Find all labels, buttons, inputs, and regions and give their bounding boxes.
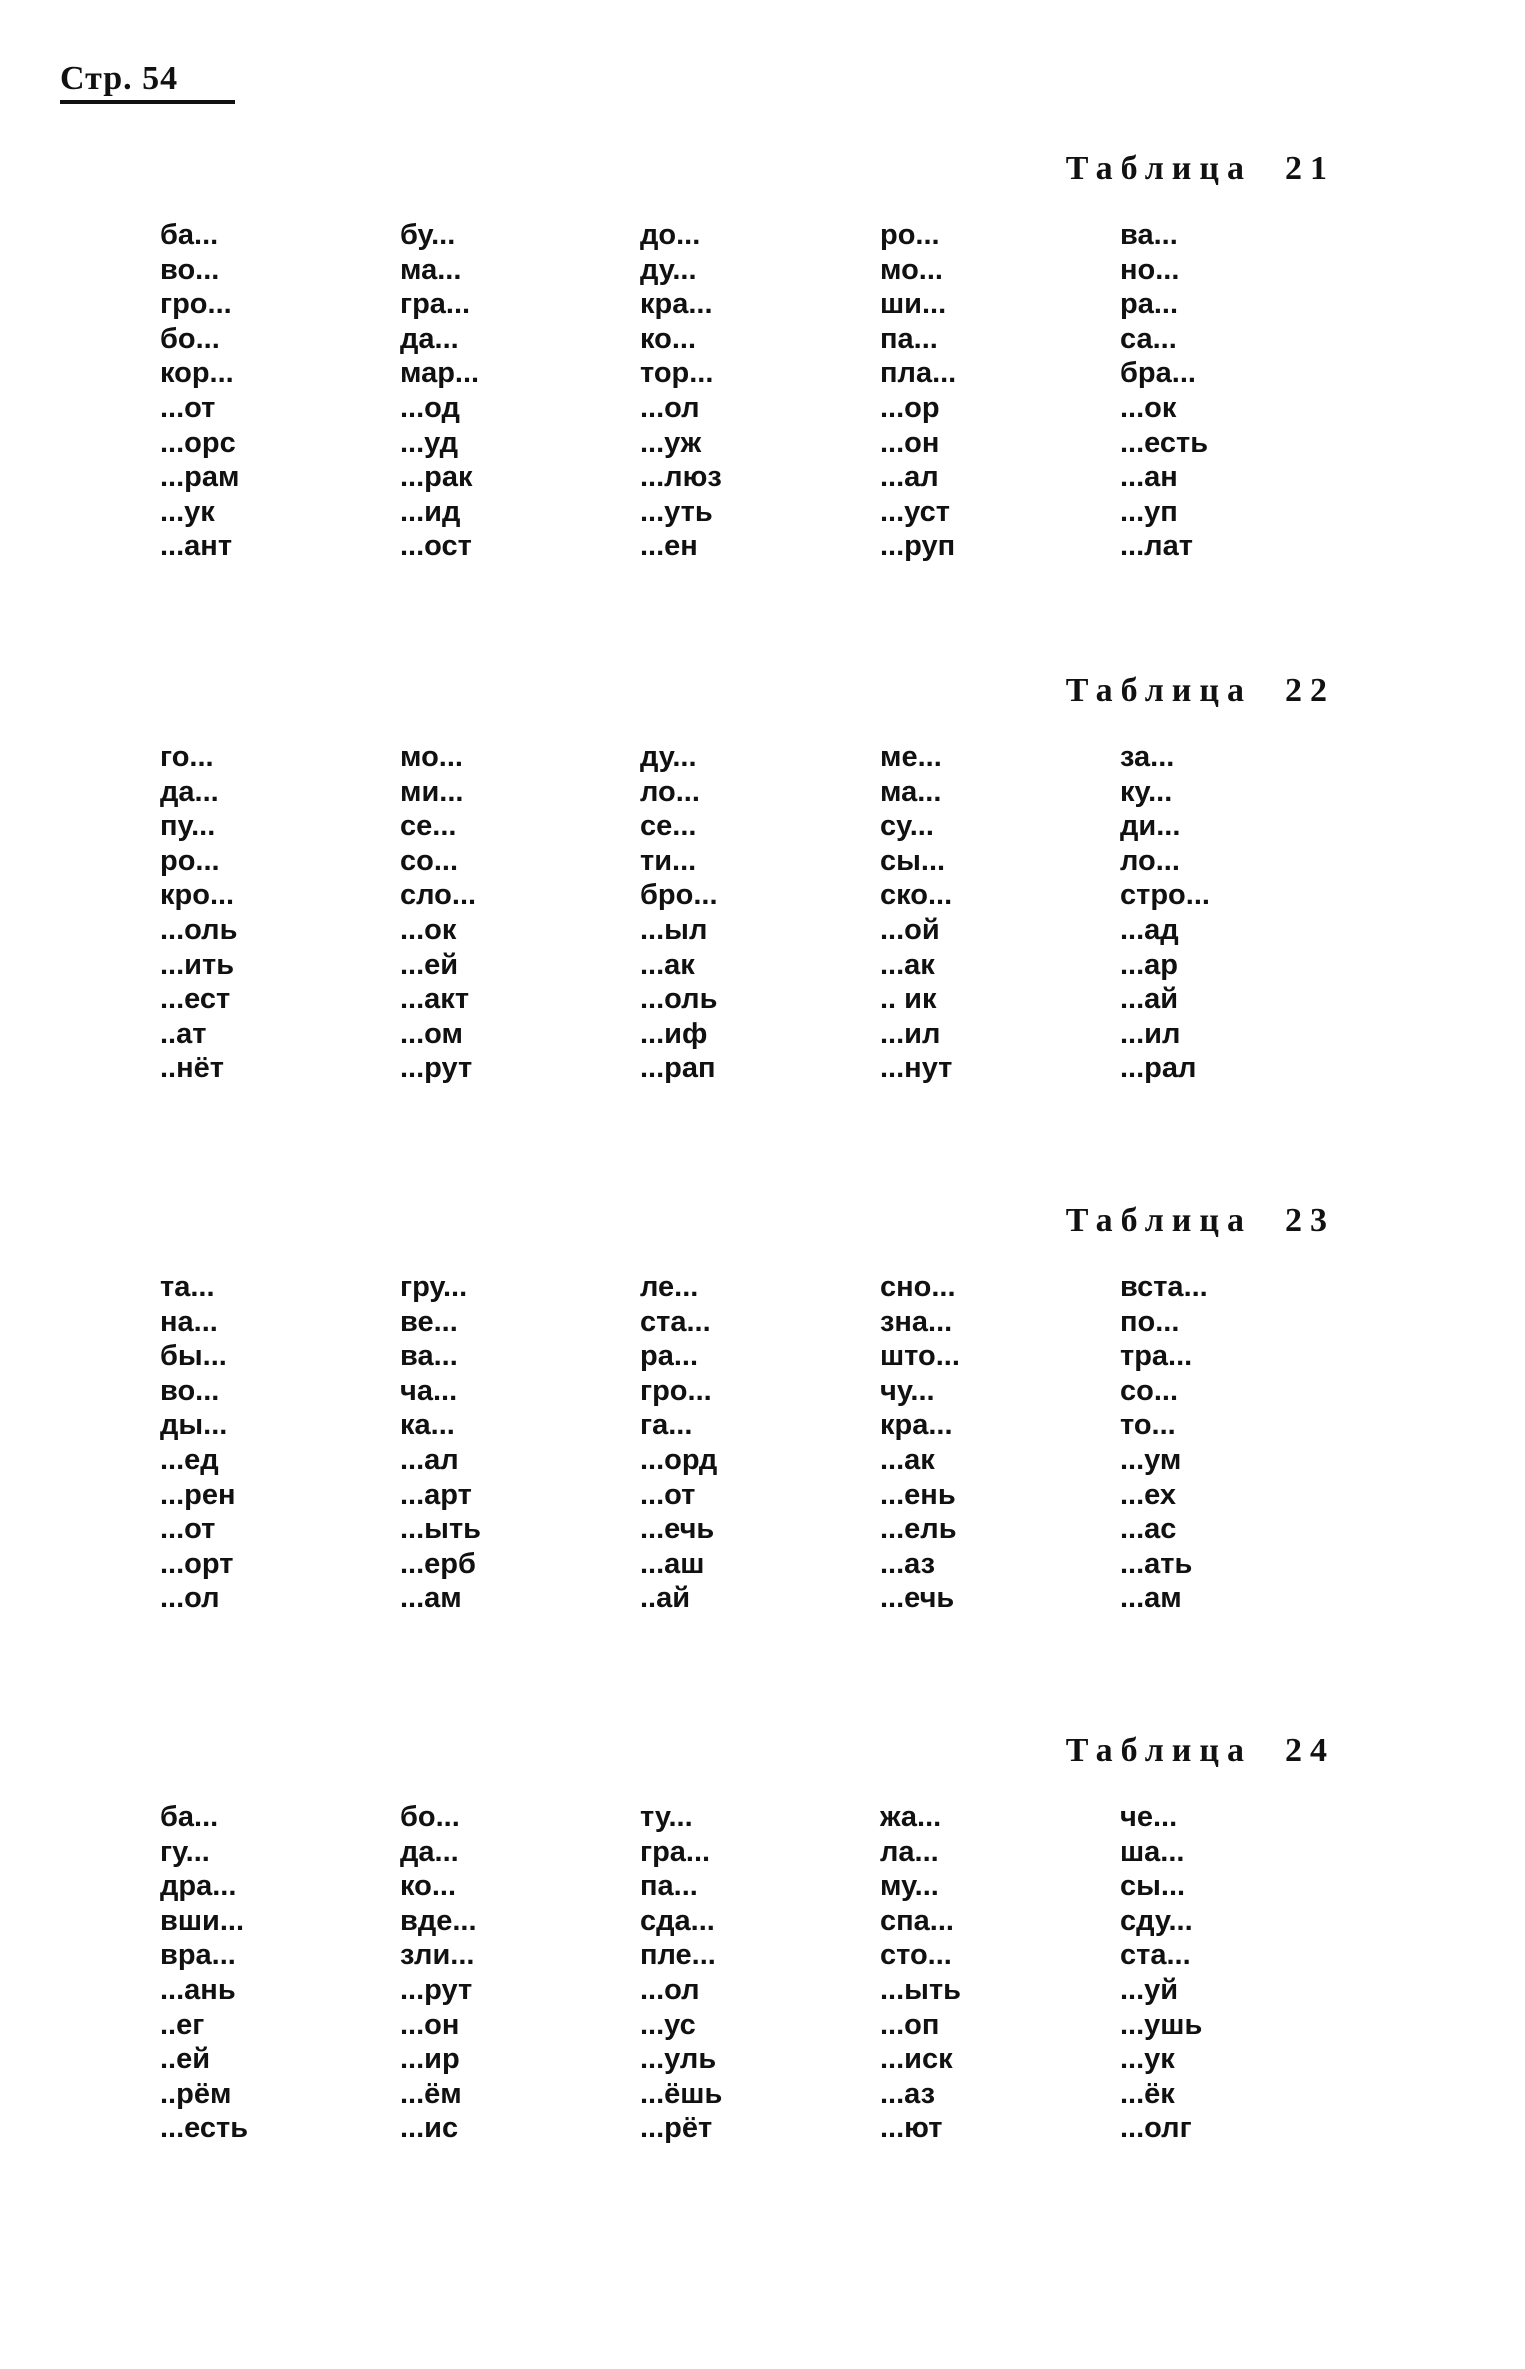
syllable: ...оль <box>640 983 718 1016</box>
syllable: со... <box>400 844 459 877</box>
syllable: ...от <box>160 1513 216 1546</box>
syllable: ра... <box>640 1340 699 1373</box>
syllable: ...ют <box>880 2112 943 2145</box>
syllable: бо... <box>160 322 220 355</box>
table-title-number: 21 <box>1285 150 1335 187</box>
syllable-column <box>400 740 640 1086</box>
syllable: ...ор <box>880 391 940 424</box>
syllable: зна... <box>880 1305 953 1338</box>
syllable: се... <box>640 810 697 843</box>
syllable: ...ок <box>400 913 457 946</box>
syllable-column <box>880 1270 1120 1616</box>
syllable: ..ей <box>160 2043 211 2076</box>
syllable: гру... <box>400 1271 468 1303</box>
syllable: ...уль <box>640 2043 717 2076</box>
syllable: ста... <box>1120 1939 1191 1972</box>
syllable: ста... <box>640 1305 711 1338</box>
syllable: вра... <box>160 1939 236 1972</box>
syllable: ...оль <box>160 913 238 946</box>
syllable: су... <box>880 810 934 843</box>
syllable: ку... <box>1120 775 1173 808</box>
syllable: ду... <box>640 741 697 773</box>
table-title <box>1066 672 1335 710</box>
table-22 <box>0 672 1525 1192</box>
syllable: сы... <box>880 844 946 877</box>
syllable: ...рал <box>1120 1052 1197 1085</box>
syllable: ...рут <box>400 1052 473 1085</box>
syllable: дра... <box>160 1870 237 1903</box>
syllable: ...уд <box>400 426 458 459</box>
syllable: ро... <box>160 844 220 877</box>
syllable: во... <box>160 253 220 286</box>
syllable: ...орд <box>640 1443 718 1476</box>
syllable: ...ыл <box>640 913 708 946</box>
syllable: тор... <box>640 357 714 390</box>
syllable: ко... <box>400 1870 457 1903</box>
syllable: ва... <box>1120 219 1178 251</box>
syllable: ...од <box>400 391 460 424</box>
syllable-grid <box>160 1800 1360 2146</box>
syllable: спа... <box>880 1904 954 1937</box>
syllable: ...ан <box>1120 461 1178 494</box>
syllable: ...аш <box>640 1547 705 1580</box>
syllable: вде... <box>400 1904 477 1937</box>
syllable: ...ечь <box>880 1582 955 1615</box>
syllable: ...уп <box>1120 495 1178 528</box>
syllable-column <box>1120 1800 1360 2146</box>
syllable-column <box>640 1270 880 1616</box>
syllable: бы... <box>160 1340 227 1373</box>
syllable: ...орт <box>160 1547 234 1580</box>
syllable: ма... <box>880 775 942 808</box>
syllable: ..ат <box>160 1017 207 1050</box>
syllable: кра... <box>880 1409 953 1442</box>
syllable: ...аз <box>880 1547 936 1580</box>
syllable: ...ём <box>400 2077 462 2110</box>
syllable: кор... <box>160 357 234 390</box>
table-title-number: 23 <box>1285 1202 1335 1239</box>
syllable: ...есть <box>1120 426 1209 459</box>
syllable: ...лат <box>1120 530 1193 563</box>
syllable: па... <box>640 1870 698 1903</box>
syllable-column <box>160 1800 400 2146</box>
syllable: ...ех <box>1120 1478 1177 1511</box>
syllable: сно... <box>880 1271 956 1303</box>
syllable: ..ег <box>160 2008 205 2041</box>
syllable: ...он <box>880 426 940 459</box>
syllable: ба... <box>160 1801 219 1833</box>
syllable: ...ак <box>880 948 935 981</box>
syllable: стро... <box>1120 879 1210 912</box>
table-title-word: Таблица <box>1065 672 1252 709</box>
table-title <box>1066 1732 1335 1770</box>
syllable: бу... <box>400 219 456 251</box>
syllable-column <box>160 740 400 1086</box>
syllable: мо... <box>880 253 943 286</box>
syllable: ...ал <box>400 1443 459 1476</box>
syllable: сы... <box>1120 1870 1186 1903</box>
syllable: ...рут <box>400 1973 473 2006</box>
table-23 <box>0 1202 1525 1722</box>
syllable: ...орс <box>160 426 236 459</box>
syllable: ...ол <box>160 1582 220 1615</box>
syllable: ...ай <box>1120 983 1179 1016</box>
syllable: ...ед <box>160 1443 219 1476</box>
syllable: ва... <box>400 1340 458 1373</box>
syllable: ...ёк <box>1120 2077 1175 2110</box>
syllable: ве... <box>400 1305 458 1338</box>
syllable: ло... <box>640 775 700 808</box>
syllable: ло... <box>1120 844 1180 877</box>
syllable-column <box>160 218 400 564</box>
syllable: ши... <box>880 288 947 321</box>
syllable: ...ам <box>1120 1582 1182 1615</box>
syllable: ...олг <box>1120 2112 1192 2145</box>
syllable: ...есть <box>160 2112 249 2145</box>
syllable: ме... <box>880 741 942 773</box>
syllable: ...акт <box>400 983 470 1016</box>
syllable: бо... <box>400 1801 460 1833</box>
syllable: ..рём <box>160 2077 232 2110</box>
syllable: ро... <box>880 219 940 251</box>
syllable: гра... <box>640 1835 711 1868</box>
syllable: ...ен <box>640 530 698 563</box>
syllable-column <box>400 1800 640 2146</box>
syllable: ле... <box>640 1271 699 1303</box>
syllable: се... <box>400 810 457 843</box>
syllable: да... <box>400 322 459 355</box>
syllable: ...ил <box>1120 1017 1181 1050</box>
syllable: ...ечь <box>640 1513 715 1546</box>
syllable: да... <box>400 1835 459 1868</box>
syllable: ду... <box>640 253 697 286</box>
syllable: ...ёшь <box>640 2077 723 2110</box>
syllable: са... <box>1120 322 1177 355</box>
syllable: но... <box>1120 253 1180 286</box>
syllable: вши... <box>160 1904 244 1937</box>
syllable: ко... <box>640 322 697 355</box>
syllable: гро... <box>640 1374 712 1407</box>
syllable: гро... <box>160 288 232 321</box>
syllable: ...ук <box>1120 2043 1175 2076</box>
syllable: ча... <box>400 1374 458 1407</box>
table-title-word: Таблица <box>1065 1732 1252 1769</box>
syllable-column <box>400 218 640 564</box>
syllable: ...уть <box>640 495 713 528</box>
syllable: ...ум <box>1120 1443 1182 1476</box>
syllable: бро... <box>640 879 718 912</box>
syllable: ...ать <box>1120 1547 1193 1580</box>
syllable: му... <box>880 1870 939 1903</box>
syllable: ти... <box>640 844 697 877</box>
syllable: ма... <box>400 253 462 286</box>
syllable: ...ей <box>400 948 459 981</box>
syllable: жа... <box>880 1801 942 1833</box>
syllable: пле... <box>640 1939 716 1972</box>
syllable: ...рёт <box>640 2112 713 2145</box>
syllable: ка... <box>400 1409 455 1442</box>
syllable: сто... <box>880 1939 952 1972</box>
syllable: ...ол <box>640 391 700 424</box>
syllable: вста... <box>1120 1271 1208 1303</box>
syllable: .. ик <box>880 983 937 1016</box>
syllable: ...ол <box>640 1973 700 2006</box>
syllable: то... <box>1120 1409 1176 1442</box>
syllable: ...ень <box>880 1478 956 1511</box>
table-title <box>1066 1202 1335 1240</box>
syllable: ба... <box>160 219 219 251</box>
syllable: ..нёт <box>160 1052 224 1085</box>
syllable-column <box>640 740 880 1086</box>
syllable: чу... <box>880 1374 935 1407</box>
syllable: ...люз <box>640 461 722 494</box>
syllable: ...ель <box>880 1513 957 1546</box>
table-24 <box>0 1732 1525 2252</box>
syllable: ...уж <box>640 426 702 459</box>
syllable: тра... <box>1120 1340 1193 1373</box>
table-title <box>1066 150 1335 188</box>
syllable: ...от <box>160 391 216 424</box>
syllable: ...ок <box>1120 391 1177 424</box>
syllable: ...уст <box>880 495 950 528</box>
page-number: Стр. 54 <box>60 60 235 104</box>
syllable: сду... <box>1120 1904 1193 1937</box>
syllable: да... <box>160 775 219 808</box>
syllable-column <box>640 218 880 564</box>
syllable: ...руп <box>880 530 956 563</box>
syllable: ...рак <box>400 461 473 494</box>
syllable-column <box>1120 218 1360 564</box>
syllable: ...ис <box>400 2112 459 2145</box>
syllable: ...нут <box>880 1052 953 1085</box>
syllable: кра... <box>640 288 713 321</box>
syllable: ра... <box>1120 288 1179 321</box>
syllable: ...ар <box>1120 948 1179 981</box>
syllable: ...рап <box>640 1052 716 1085</box>
syllable: ...ант <box>160 530 233 563</box>
syllable: ...ушь <box>1120 2008 1203 2041</box>
syllable: ...ук <box>160 495 215 528</box>
syllable: га... <box>640 1409 693 1442</box>
syllable: ...ус <box>640 2008 696 2041</box>
syllable: ...ань <box>160 1973 236 2006</box>
syllable: ...ил <box>880 1017 941 1050</box>
syllable-column <box>1120 1270 1360 1616</box>
syllable: на... <box>160 1305 218 1338</box>
syllable-column <box>640 1800 880 2146</box>
syllable: ...ыть <box>880 1973 961 2006</box>
syllable: кро... <box>160 879 235 912</box>
syllable: ...ыть <box>400 1513 481 1546</box>
syllable: ...рен <box>160 1478 236 1511</box>
syllable: пла... <box>880 357 957 390</box>
syllable: мо... <box>400 741 463 773</box>
syllable: ла... <box>880 1835 939 1868</box>
syllable: ...иф <box>640 1017 708 1050</box>
syllable: до... <box>640 219 701 251</box>
syllable: бра... <box>1120 357 1196 390</box>
syllable: ды... <box>160 1409 228 1442</box>
syllable: ...рам <box>160 461 240 494</box>
syllable: во... <box>160 1374 220 1407</box>
syllable: со... <box>1120 1374 1179 1407</box>
syllable: мар... <box>400 357 480 390</box>
syllable: ...ой <box>880 913 940 946</box>
syllable: ша... <box>1120 1835 1185 1868</box>
syllable: за... <box>1120 741 1175 773</box>
syllable: ...ак <box>640 948 695 981</box>
syllable-grid <box>160 1270 1360 1616</box>
syllable: па... <box>880 322 938 355</box>
syllable: ско... <box>880 879 953 912</box>
syllable: ...ест <box>160 983 231 1016</box>
syllable: та... <box>160 1271 215 1303</box>
table-title-number: 22 <box>1285 672 1335 709</box>
syllable: ...уй <box>1120 1973 1179 2006</box>
syllable: го... <box>160 741 214 773</box>
syllable: ми... <box>400 775 464 808</box>
table-21 <box>0 150 1525 670</box>
syllable: ...ад <box>1120 913 1179 946</box>
syllable-column <box>880 740 1120 1086</box>
syllable: сда... <box>640 1904 715 1937</box>
syllable-column <box>880 218 1120 564</box>
syllable: ...иск <box>880 2043 953 2076</box>
syllable-column <box>160 1270 400 1616</box>
syllable: пу... <box>160 810 216 843</box>
syllable: ...ост <box>400 530 472 563</box>
syllable: ди... <box>1120 810 1181 843</box>
syllable: че... <box>1120 1801 1178 1833</box>
syllable: ...ом <box>400 1017 463 1050</box>
syllable: зли... <box>400 1939 475 1972</box>
table-title-word: Таблица <box>1065 1202 1252 1239</box>
table-title-word: Таблица <box>1065 150 1252 187</box>
syllable-column <box>400 1270 640 1616</box>
syllable-grid <box>160 740 1360 1086</box>
syllable: ...аз <box>880 2077 936 2110</box>
syllable: ...оп <box>880 2008 940 2041</box>
syllable: ...ить <box>160 948 235 981</box>
syllable: ...ир <box>400 2043 460 2076</box>
syllable: ...арт <box>400 1478 472 1511</box>
syllable: што... <box>880 1340 960 1373</box>
syllable: ...ак <box>880 1443 935 1476</box>
syllable: ..ай <box>640 1582 691 1615</box>
syllable: ...ерб <box>400 1547 476 1580</box>
syllable: ...ас <box>1120 1513 1177 1546</box>
syllable: ...от <box>640 1478 696 1511</box>
syllable: ту... <box>640 1801 693 1833</box>
syllable-column <box>1120 740 1360 1086</box>
syllable-grid <box>160 218 1360 564</box>
syllable: гу... <box>160 1835 210 1868</box>
syllable: гра... <box>400 288 471 321</box>
syllable-column <box>880 1800 1120 2146</box>
syllable: по... <box>1120 1305 1180 1338</box>
table-title-number: 24 <box>1285 1732 1335 1769</box>
syllable: сло... <box>400 879 477 912</box>
syllable: ...ам <box>400 1582 462 1615</box>
syllable: ...ид <box>400 495 461 528</box>
syllable: ...ал <box>880 461 939 494</box>
syllable: ...он <box>400 2008 460 2041</box>
